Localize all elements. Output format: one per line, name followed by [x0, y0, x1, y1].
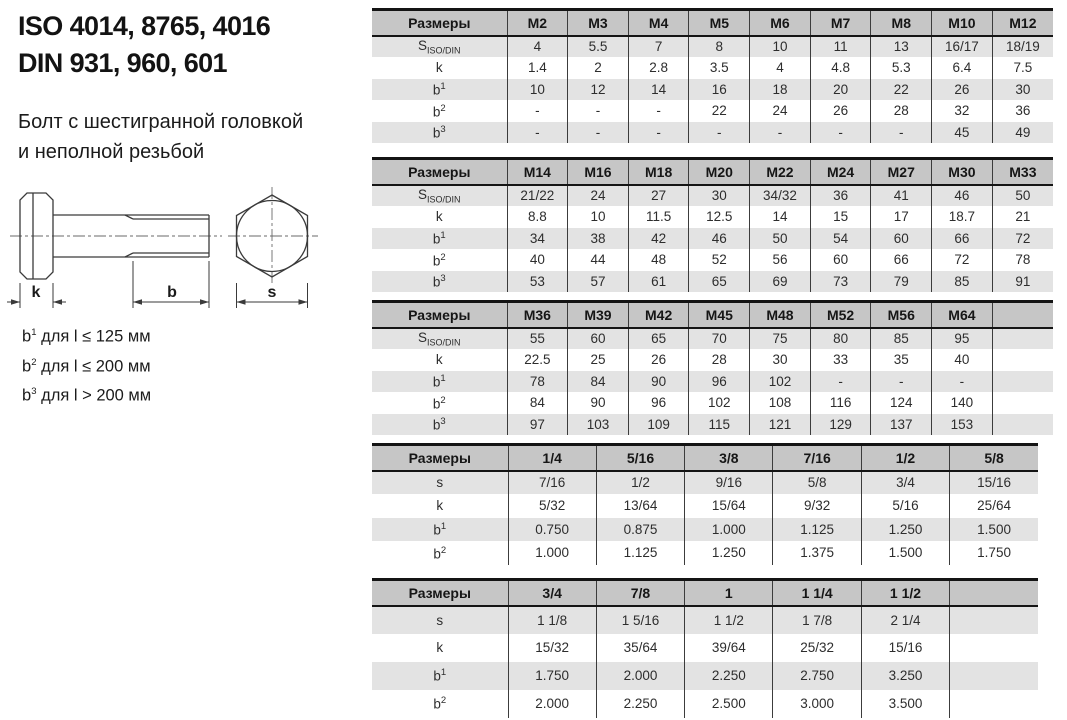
bolt-drawing — [6, 178, 341, 320]
table-cell: 25/32 — [773, 634, 861, 662]
table-cell: 65 — [689, 271, 750, 293]
table-cell: 11 — [810, 36, 871, 58]
table-row — [372, 471, 1038, 495]
table-cell: 26 — [932, 79, 993, 101]
table-cell: 7.5 — [992, 57, 1053, 79]
row-label: $b^2$ — [432, 102, 446, 119]
size-column-header: 1 — [685, 580, 773, 606]
table-cell: 20 — [810, 79, 871, 101]
table-header-row — [372, 10, 1053, 36]
table-cell — [992, 414, 1053, 436]
table-row — [372, 36, 1053, 58]
size-column-header: M48 — [750, 302, 811, 328]
table-cell — [992, 349, 1053, 371]
inch-table-1-4-to-5-8 — [372, 443, 1038, 565]
row-label: $b^2$ — [433, 695, 447, 712]
row-label-header: Размеры — [372, 302, 507, 328]
table-cell: 1.125 — [773, 518, 861, 542]
row-label: s — [436, 475, 444, 491]
size-column-header: M10 — [932, 10, 993, 36]
table-cell: 24 — [750, 100, 811, 122]
table-cell: 70 — [689, 328, 750, 350]
size-column-header: M36 — [507, 302, 568, 328]
row-label: k — [436, 640, 444, 655]
table-cell: 2.8 — [628, 57, 689, 79]
table-cell: 16 — [689, 79, 750, 101]
table-cell: 1.500 — [861, 541, 949, 565]
table-cell: 25/64 — [950, 494, 1038, 518]
table-cell: 34 — [507, 228, 568, 250]
size-column-header: 3/8 — [685, 445, 773, 471]
table-cell: - — [689, 122, 750, 144]
row-label: $b^2$ — [432, 394, 446, 411]
row-label: s — [436, 612, 444, 628]
table-cell: 57 — [568, 271, 629, 293]
left-panel — [18, 8, 368, 167]
table-cell: 49 — [992, 122, 1053, 144]
table-row — [372, 100, 1053, 122]
size-column-header — [950, 580, 1038, 606]
subtitle-line1: Болт с шестигранной головкой — [18, 111, 304, 133]
table-cell: 3/4 — [861, 471, 949, 495]
table-cell: 140 — [932, 392, 993, 414]
size-column-header: M64 — [932, 302, 993, 328]
table-cell: 8 — [689, 36, 750, 58]
table-cell: 24 — [568, 185, 629, 207]
table-cell: 72 — [932, 249, 993, 271]
row-label-header: Размеры — [372, 445, 508, 471]
table-cell: 85 — [932, 271, 993, 293]
size-column-header: M24 — [810, 159, 871, 185]
table-cell: 78 — [992, 249, 1053, 271]
size-column-header: M39 — [568, 302, 629, 328]
table-cell: 1.250 — [685, 541, 773, 565]
table-cell: - — [628, 100, 689, 122]
table-cell: 121 — [750, 414, 811, 436]
table-cell: 5.3 — [871, 57, 932, 79]
table-cell — [992, 392, 1053, 414]
table-cell — [950, 634, 1038, 662]
table-cell: 33 — [810, 349, 871, 371]
table-cell: 5/16 — [861, 494, 949, 518]
size-column-header: 1/2 — [861, 445, 949, 471]
size-column-header: 3/4 — [508, 580, 596, 606]
table-cell: 15/16 — [861, 634, 949, 662]
row-label: $b^2$ — [433, 544, 447, 561]
table-header-row — [372, 302, 1053, 328]
table-cell: 25 — [568, 349, 629, 371]
table-cell: 3.000 — [773, 690, 861, 718]
table-cell — [950, 606, 1038, 634]
table-cell: 14 — [750, 206, 811, 228]
table-cell: - — [810, 122, 871, 144]
row-label: k — [435, 60, 443, 76]
table-cell: 36 — [992, 100, 1053, 122]
table-cell: 61 — [628, 271, 689, 293]
table-cell: - — [932, 371, 993, 393]
row-label: k — [435, 352, 443, 368]
table-cell: 35 — [871, 349, 932, 371]
table-cell: 12 — [568, 79, 629, 101]
table-cell: 3.500 — [861, 690, 949, 718]
table-cell: 27 — [628, 185, 689, 207]
size-column-header: M33 — [992, 159, 1053, 185]
table-row — [372, 662, 1038, 690]
table-row — [372, 634, 1038, 662]
inch-table-3-4-to-1-1-2 — [372, 578, 1038, 718]
table-cell: 78 — [507, 371, 568, 393]
table-cell: 1 1/8 — [508, 606, 596, 634]
size-column-header: M5 — [689, 10, 750, 36]
table-cell: 9/32 — [773, 494, 861, 518]
size-column-header: M20 — [689, 159, 750, 185]
table-cell: 28 — [871, 100, 932, 122]
table-cell: 1.000 — [508, 541, 596, 565]
table-cell: 17 — [871, 206, 932, 228]
table-cell: 2.750 — [773, 662, 861, 690]
table-cell: 2.250 — [596, 690, 684, 718]
table-cell: 26 — [628, 349, 689, 371]
table-cell: 55 — [507, 328, 568, 350]
table-cell — [950, 690, 1038, 718]
table-cell: 96 — [689, 371, 750, 393]
row-label-header: Размеры — [372, 159, 507, 185]
size-column-header: M18 — [628, 159, 689, 185]
table-cell: 30 — [750, 349, 811, 371]
table-cell: 1.750 — [950, 541, 1038, 565]
table-cell: 79 — [871, 271, 932, 293]
size-column-header: 5/16 — [596, 445, 684, 471]
table-cell: 50 — [992, 185, 1053, 207]
table-cell: 18/19 — [992, 36, 1053, 58]
size-column-header: 1 1/2 — [861, 580, 949, 606]
table-cell: - — [871, 371, 932, 393]
table-cell: 3.250 — [861, 662, 949, 690]
table-cell: - — [568, 122, 629, 144]
table-cell: - — [507, 122, 568, 144]
table-cell: 30 — [689, 185, 750, 207]
table-cell: 21 — [992, 206, 1053, 228]
size-column-header: M12 — [992, 10, 1053, 36]
row-label: $S_{ISO/DIN}$ — [417, 37, 461, 56]
table-row — [372, 494, 1038, 518]
table-cell: 84 — [507, 392, 568, 414]
table-cell: 85 — [871, 328, 932, 350]
table-cell: 56 — [750, 249, 811, 271]
table-cell: 60 — [568, 328, 629, 350]
table-cell: 1.250 — [861, 518, 949, 542]
table-cell: 90 — [628, 371, 689, 393]
table-cell: 90 — [568, 392, 629, 414]
table-cell: 0.875 — [596, 518, 684, 542]
table-cell: 5/32 — [508, 494, 596, 518]
table-row — [372, 518, 1038, 542]
table-row — [372, 414, 1053, 436]
table-cell: 69 — [750, 271, 811, 293]
table-cell: - — [810, 371, 871, 393]
table-cell: 7 — [628, 36, 689, 58]
table-row — [372, 328, 1053, 350]
size-column-header: 1 1/4 — [773, 580, 861, 606]
table-cell: 36 — [810, 185, 871, 207]
table-row — [372, 606, 1038, 634]
table-cell: 0.750 — [508, 518, 596, 542]
table-cell: - — [568, 100, 629, 122]
note-line: $b^3$ для l > 200 мм — [22, 386, 152, 405]
table-cell: 22.5 — [507, 349, 568, 371]
table-cell: 16/17 — [932, 36, 993, 58]
table-cell — [992, 328, 1053, 350]
row-label: $S_{ISO/DIN}$ — [417, 329, 461, 348]
table-cell: - — [750, 122, 811, 144]
table-cell: 9/16 — [685, 471, 773, 495]
table-cell: 28 — [689, 349, 750, 371]
table-cell: 129 — [810, 414, 871, 436]
table-cell: 6.4 — [932, 57, 993, 79]
dim-label-b: b — [167, 284, 177, 301]
table-cell: 153 — [932, 414, 993, 436]
size-column-header: M16 — [568, 159, 629, 185]
table-cell: 54 — [810, 228, 871, 250]
table-cell: 66 — [871, 249, 932, 271]
table-row — [372, 228, 1053, 250]
table-cell: 46 — [932, 185, 993, 207]
table-cell: 5/8 — [773, 471, 861, 495]
row-label: $b^1$ — [433, 667, 447, 684]
table-cell: 15/16 — [950, 471, 1038, 495]
size-column-header: 1/4 — [508, 445, 596, 471]
table-row — [372, 206, 1053, 228]
row-label: k — [435, 209, 443, 225]
table-cell: 137 — [871, 414, 932, 436]
table-cell: 34/32 — [750, 185, 811, 207]
size-column-header: M7 — [810, 10, 871, 36]
table-cell: 13 — [871, 36, 932, 58]
table-cell: 1 5/16 — [596, 606, 684, 634]
row-label: $b^1$ — [432, 81, 446, 98]
size-column-header: M2 — [507, 10, 568, 36]
title-din-standards: DIN 931, 960, 601 — [18, 48, 227, 78]
table-cell: 1/2 — [596, 471, 684, 495]
table-row — [372, 349, 1053, 371]
table-row — [372, 122, 1053, 144]
table-cell: 22 — [689, 100, 750, 122]
size-column-header: 7/16 — [773, 445, 861, 471]
size-column-header: M22 — [750, 159, 811, 185]
table-cell: 50 — [750, 228, 811, 250]
table-cell: 35/64 — [596, 634, 684, 662]
table-cell: 18.7 — [932, 206, 993, 228]
notes-list — [22, 320, 151, 409]
size-column-header: M8 — [871, 10, 932, 36]
row-label: $b^2$ — [432, 251, 446, 268]
table-cell: 38 — [568, 228, 629, 250]
table-cell: 60 — [871, 228, 932, 250]
size-column-header: 5/8 — [950, 445, 1038, 471]
table-row — [372, 371, 1053, 393]
note-line: $b^1$ для l ≤ 125 мм — [22, 327, 151, 346]
dim-label-k: k — [31, 284, 41, 301]
table-cell: - — [871, 122, 932, 144]
table-cell: 108 — [750, 392, 811, 414]
subtitle-line2: и неполной резьбой — [18, 141, 205, 163]
size-column-header — [992, 302, 1053, 328]
table-header-row — [372, 580, 1038, 606]
table-cell: 102 — [689, 392, 750, 414]
table-cell: 15 — [810, 206, 871, 228]
table-cell: 11.5 — [628, 206, 689, 228]
table-cell: 2.000 — [508, 690, 596, 718]
table-cell: 30 — [992, 79, 1053, 101]
table-cell: 10 — [507, 79, 568, 101]
table-cell: 115 — [689, 414, 750, 436]
size-column-header: M4 — [628, 10, 689, 36]
table-cell: 22 — [871, 79, 932, 101]
table-cell: 80 — [810, 328, 871, 350]
table-cell: 48 — [628, 249, 689, 271]
row-label: $b^3$ — [432, 416, 446, 433]
size-column-header: M6 — [750, 10, 811, 36]
table-row — [372, 541, 1038, 565]
size-column-header: M30 — [932, 159, 993, 185]
dim-label-s: s — [267, 284, 277, 301]
table-cell: 42 — [628, 228, 689, 250]
table-row — [372, 79, 1053, 101]
table-cell: 2.500 — [685, 690, 773, 718]
table-cell: 26 — [810, 100, 871, 122]
table-cell: 4.8 — [810, 57, 871, 79]
table-cell: 2 — [568, 57, 629, 79]
table-cell: 1.4 — [507, 57, 568, 79]
size-column-header: M45 — [689, 302, 750, 328]
row-label: k — [436, 498, 444, 514]
title-iso-standards: ISO 4014, 8765, 4016 — [18, 11, 271, 41]
table-cell: 124 — [871, 392, 932, 414]
table-cell: 39/64 — [685, 634, 773, 662]
note-line: $b^2$ для l ≤ 200 мм — [22, 356, 151, 375]
table-row — [372, 185, 1053, 207]
size-column-header: M27 — [871, 159, 932, 185]
size-column-header: M42 — [628, 302, 689, 328]
table-cell: 12.5 — [689, 206, 750, 228]
table-cell: 1.375 — [773, 541, 861, 565]
table-cell: 1 1/2 — [685, 606, 773, 634]
table-cell: 1.750 — [508, 662, 596, 690]
metric-table-m14-m33 — [372, 157, 1053, 292]
table-cell: 97 — [507, 414, 568, 436]
table-cell: 84 — [568, 371, 629, 393]
table-cell: 91 — [992, 271, 1053, 293]
row-label: $b^3$ — [432, 273, 446, 290]
table-cell: 1.125 — [596, 541, 684, 565]
table-cell: 95 — [932, 328, 993, 350]
row-label: $S_{ISO/DIN}$ — [417, 186, 461, 205]
table-cell: 8.8 — [507, 206, 568, 228]
metric-table-m2-m12 — [372, 8, 1053, 143]
row-label: $b^1$ — [432, 373, 446, 390]
table-cell: 65 — [628, 328, 689, 350]
table-cell: 14 — [628, 79, 689, 101]
row-label: $b^1$ — [432, 230, 446, 247]
table-cell: - — [507, 100, 568, 122]
table-cell: 72 — [992, 228, 1053, 250]
table-cell: 96 — [628, 392, 689, 414]
table-cell: 1.500 — [950, 518, 1038, 542]
table-cell: 44 — [568, 249, 629, 271]
table-cell: 2.250 — [685, 662, 773, 690]
table-cell — [992, 371, 1053, 393]
table-cell: 2 1/4 — [861, 606, 949, 634]
table-cell: 21/22 — [507, 185, 568, 207]
table-row — [372, 249, 1053, 271]
table-cell: 1 7/8 — [773, 606, 861, 634]
table-cell: 15/64 — [685, 494, 773, 518]
table-cell: 40 — [507, 249, 568, 271]
table-cell: 40 — [932, 349, 993, 371]
table-cell: 75 — [750, 328, 811, 350]
table-cell: 4 — [750, 57, 811, 79]
table-cell: 13/64 — [596, 494, 684, 518]
table-header-row — [372, 445, 1038, 471]
table-cell: 66 — [932, 228, 993, 250]
row-label: $b^3$ — [432, 124, 446, 141]
size-column-header: M3 — [568, 10, 629, 36]
table-cell: 1.000 — [685, 518, 773, 542]
row-label-header: Размеры — [372, 580, 508, 606]
table-cell — [950, 662, 1038, 690]
table-cell: 45 — [932, 122, 993, 144]
row-label: $b^1$ — [433, 521, 447, 538]
size-column-header: 7/8 — [596, 580, 684, 606]
table-cell: 5.5 — [568, 36, 629, 58]
table-cell: 73 — [810, 271, 871, 293]
table-cell: 53 — [507, 271, 568, 293]
table-row — [372, 392, 1053, 414]
table-cell: 15/32 — [508, 634, 596, 662]
table-cell: 4 — [507, 36, 568, 58]
table-cell: 116 — [810, 392, 871, 414]
size-column-header: M14 — [507, 159, 568, 185]
metric-table-m36-m64 — [372, 300, 1053, 435]
table-header-row — [372, 159, 1053, 185]
table-cell: 18 — [750, 79, 811, 101]
table-row — [372, 57, 1053, 79]
table-cell: 109 — [628, 414, 689, 436]
table-cell: 3.5 — [689, 57, 750, 79]
table-cell: 102 — [750, 371, 811, 393]
size-column-header: M52 — [810, 302, 871, 328]
table-cell: 32 — [932, 100, 993, 122]
table-cell: - — [628, 122, 689, 144]
table-cell: 10 — [568, 206, 629, 228]
table-row — [372, 271, 1053, 293]
table-cell: 2.000 — [596, 662, 684, 690]
table-cell: 46 — [689, 228, 750, 250]
table-cell: 60 — [810, 249, 871, 271]
table-cell: 10 — [750, 36, 811, 58]
row-label-header: Размеры — [372, 10, 507, 36]
size-column-header: M56 — [871, 302, 932, 328]
table-row — [372, 690, 1038, 718]
table-cell: 52 — [689, 249, 750, 271]
table-cell: 7/16 — [508, 471, 596, 495]
table-cell: 103 — [568, 414, 629, 436]
table-cell: 41 — [871, 185, 932, 207]
